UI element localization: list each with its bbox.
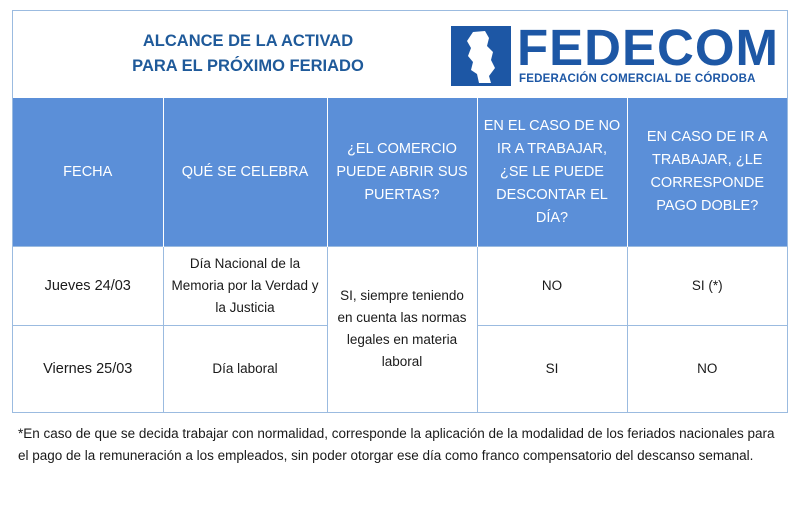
holiday-table — [13, 98, 787, 413]
col-header-fecha: FECHA — [13, 98, 163, 247]
footnote: *En caso de que se decida trabajar con normalidad, corresponde la aplicación de la modalidad de los feriados nacionales para el pago de la remuneración a los empleados, sin poder otorgar ese día como franco compensatorio del descanso semanal. — [18, 426, 775, 463]
page-title — [83, 29, 413, 79]
cell-celebra: Día Nacional de la Memoria por la Verdad y la Justicia — [163, 247, 327, 326]
title-line-1: ALCANCE DE LA ACTIVAD — [142, 32, 354, 50]
col-header-descontar: EN EL CASO DE NO IR A TRABAJAR, ¿SE LE PUEDE DESCONTAR EL DÍA? — [477, 98, 627, 247]
table-row — [13, 247, 787, 326]
table-header-row — [13, 98, 787, 247]
cell-pago-doble: SI (*) — [627, 247, 787, 326]
cell-celebra: Día laboral — [163, 326, 327, 413]
cell-fecha: Viernes 25/03 — [13, 326, 163, 413]
col-header-celebra: QUÉ SE CELEBRA — [163, 98, 327, 247]
cell-pago-doble: NO — [627, 326, 787, 413]
cell-fecha: Jueves 24/03 — [13, 247, 163, 326]
cordoba-map-icon — [451, 26, 511, 86]
title-line-2: PARA EL PRÓXIMO FERIADO — [132, 57, 364, 75]
logo-subtitle: FEDERACIÓN COMERCIAL DE CÓRDOBA — [519, 73, 756, 85]
cell-abrir-shared: SI, siempre teniendo en cuenta las normas legales en materia laboral — [327, 247, 477, 413]
cell-descontar: SI — [477, 326, 627, 413]
cell-descontar: NO — [477, 247, 627, 326]
col-header-pago-doble: EN CASO DE IR A TRABAJAR, ¿LE CORRESPONDE PAGO DOBLE? — [627, 98, 787, 247]
logo-wordmark: FEDECOM — [517, 19, 779, 76]
col-header-abrir: ¿EL COMERCIO PUEDE ABRIR SUS PUERTAS? — [327, 98, 477, 247]
header — [13, 11, 787, 99]
fedecom-logo — [451, 19, 781, 88]
info-panel — [12, 10, 788, 413]
